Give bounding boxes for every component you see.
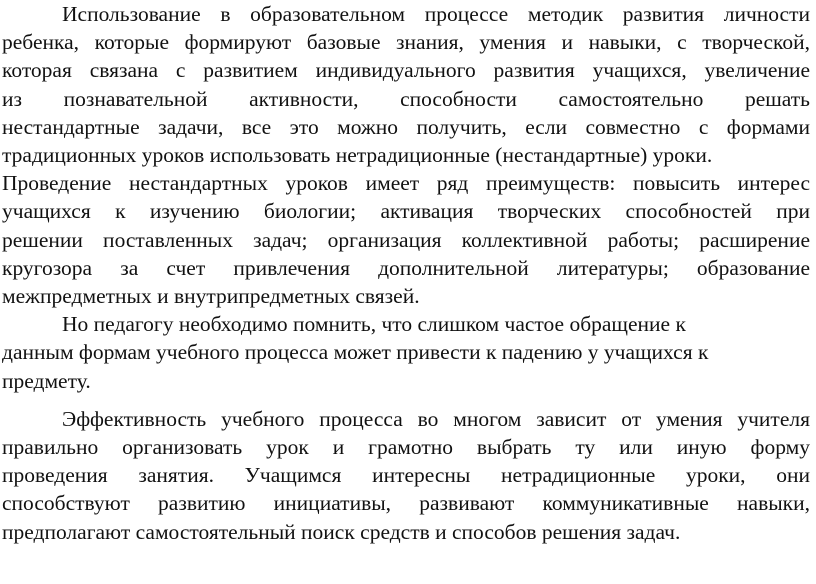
paragraph-methods	[2, 0, 810, 169]
text-line: которая связана с развитием индивидуального развития учащихся, увеличение	[2, 58, 810, 83]
text-line: проведения занятия. Учащимся интересны нетрадиционные уроки, они	[2, 463, 810, 488]
text-line: предмету.	[2, 368, 91, 393]
text-line: Проведение нестандартных уроков имеет ряд преимуществ: повысить интерес	[2, 171, 810, 196]
text-line: учащихся к изучению биологии; активация творческих способностей при	[2, 199, 810, 224]
text-line: Но педагогу необходимо помнить, что слишком частое обращение к	[62, 312, 686, 337]
paragraph-caution	[2, 310, 810, 395]
paragraph-advantages	[2, 169, 810, 310]
text-line: решении поставленных задач; организация коллективной работы; расширение	[2, 227, 810, 252]
text-line: межпредметных и внутрипредметных связей.	[2, 284, 420, 309]
text-line: Эффективность учебного процесса во многом зависит от умения учителя	[62, 406, 810, 431]
text-line: из познавательной активности, способности самостоятельно решать	[2, 86, 810, 111]
text-line: Использование в образовательном процессе методик развития личности	[62, 2, 810, 26]
text-line: способствуют развитию инициативы, развивают коммуникативные навыки,	[2, 491, 810, 516]
paragraph-effectiveness	[2, 405, 810, 546]
text-line: нестандартные задачи, все это можно получить, если совместно с формами	[2, 114, 810, 139]
text-line: кругозора за счет привлечения дополнительной литературы; образование	[2, 255, 810, 280]
text-line: предполагают самостоятельный поиск средств и способов решения задач.	[2, 519, 681, 544]
text-line: данным формам учебного процесса может привести к падению у учащихся к	[2, 340, 709, 365]
text-line: ребенка, которые формируют базовые знания, умения и навыки, с творческой,	[2, 30, 810, 55]
text-line: традиционных уроков использовать нетрадиционные (нестандартные) уроки.	[2, 143, 713, 168]
text-line: правильно организовать урок и грамотно выбрать ту или иную форму	[2, 435, 810, 460]
